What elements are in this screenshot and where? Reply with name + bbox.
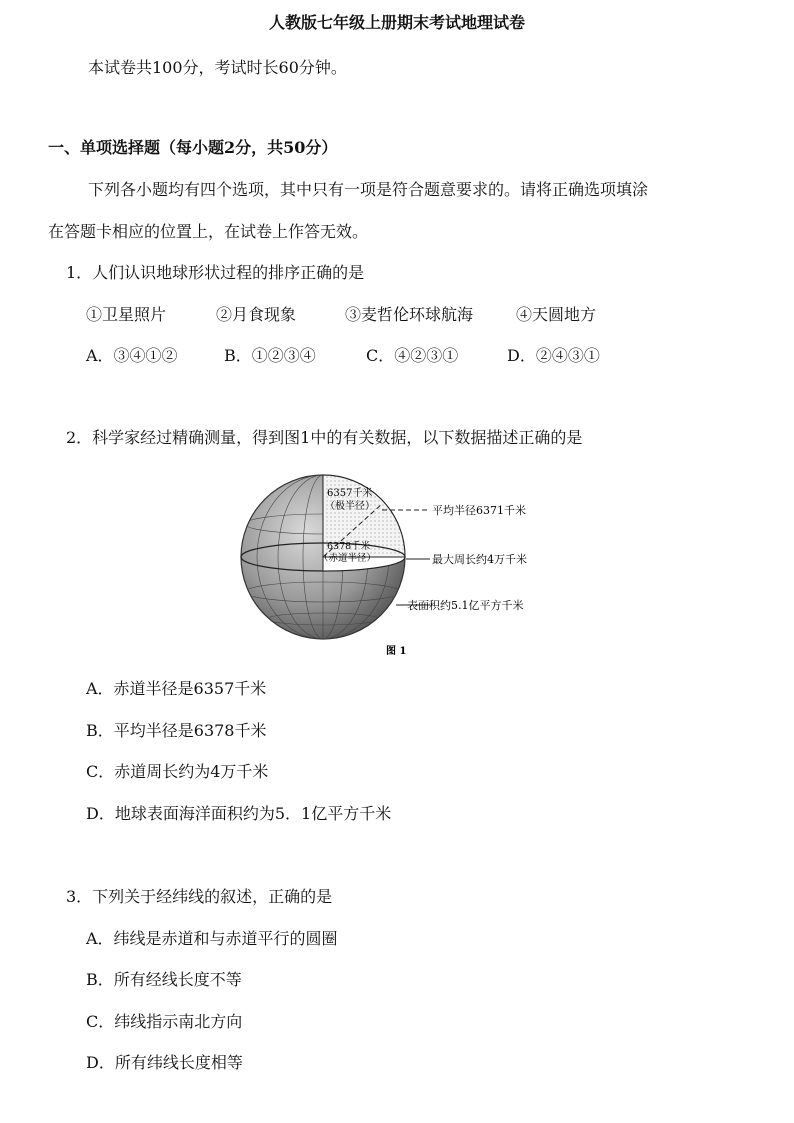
q2-option-c: C．赤道周长约为4万千米 [86,762,269,781]
figure-caption: 图 1 [386,646,407,657]
equatorial-value: 6378千米 [327,541,371,552]
q1-option-d: D．②④③① [507,346,600,365]
q1-items [0,307,794,327]
q1-item: ④天圆地方 [516,305,597,324]
q1-item: ③麦哲伦环球航海 [345,305,474,324]
q1-option-c: C．④②③① [366,346,459,365]
exam-title: 人教版七年级上册期末考试地理试卷 [268,13,525,32]
q1-options [0,348,794,368]
surface-area-label: 表面积约5.1亿平方千米 [407,599,524,612]
q2-option-d: D．地球表面海洋面积约为5．1亿平方千米 [86,804,392,823]
q2-option-b: B．平均半径是6378千米 [86,721,267,740]
section-instructions-line2: 在答题卡相应的位置上，在试卷上作答无效。 [48,222,369,241]
q1-option-b: B．①②③④ [224,346,316,365]
q1-item: ①卫星照片 [86,305,167,324]
exam-intro: 本试卷共100分，考试时长60分钟。 [88,58,347,77]
equatorial-label: （赤道半径） [319,553,377,564]
mean-radius-label: 平均半径6371千米 [432,504,526,517]
q2-stem: 2．科学家经过精确测量，得到图1中的有关数据，以下数据描述正确的是 [66,428,583,447]
q1-item: ②月食现象 [216,305,297,324]
circumference-label: 最大周长约4万千米 [432,553,527,566]
polar-value: 6357千米 [327,488,373,499]
q3-option-b: B．所有经线长度不等 [86,970,242,989]
polar-label: （极半径） [325,501,375,512]
q1-stem: 1．人们认识地球形状过程的排序正确的是 [66,263,365,282]
q3-option-a: A．纬线是赤道和与赤道平行的圆圈 [86,929,338,948]
q2-option-a: A．赤道半径是6357千米 [86,679,267,698]
q1-option-a: A．③④①② [86,346,178,365]
q3-option-d: D．所有纬线长度相等 [86,1053,243,1072]
section-instructions-line1: 下列各小题均有四个选项，其中只有一项是符合题意要求的。请将正确选项填涂 [88,180,649,199]
earth-figure [230,464,590,664]
q3-stem: 3．下列关于经纬线的叙述，正确的是 [66,887,333,906]
section-heading: 一、单项选择题（每小题2分，共50分） [48,138,338,157]
q3-option-c: C．纬线指示南北方向 [86,1012,243,1031]
